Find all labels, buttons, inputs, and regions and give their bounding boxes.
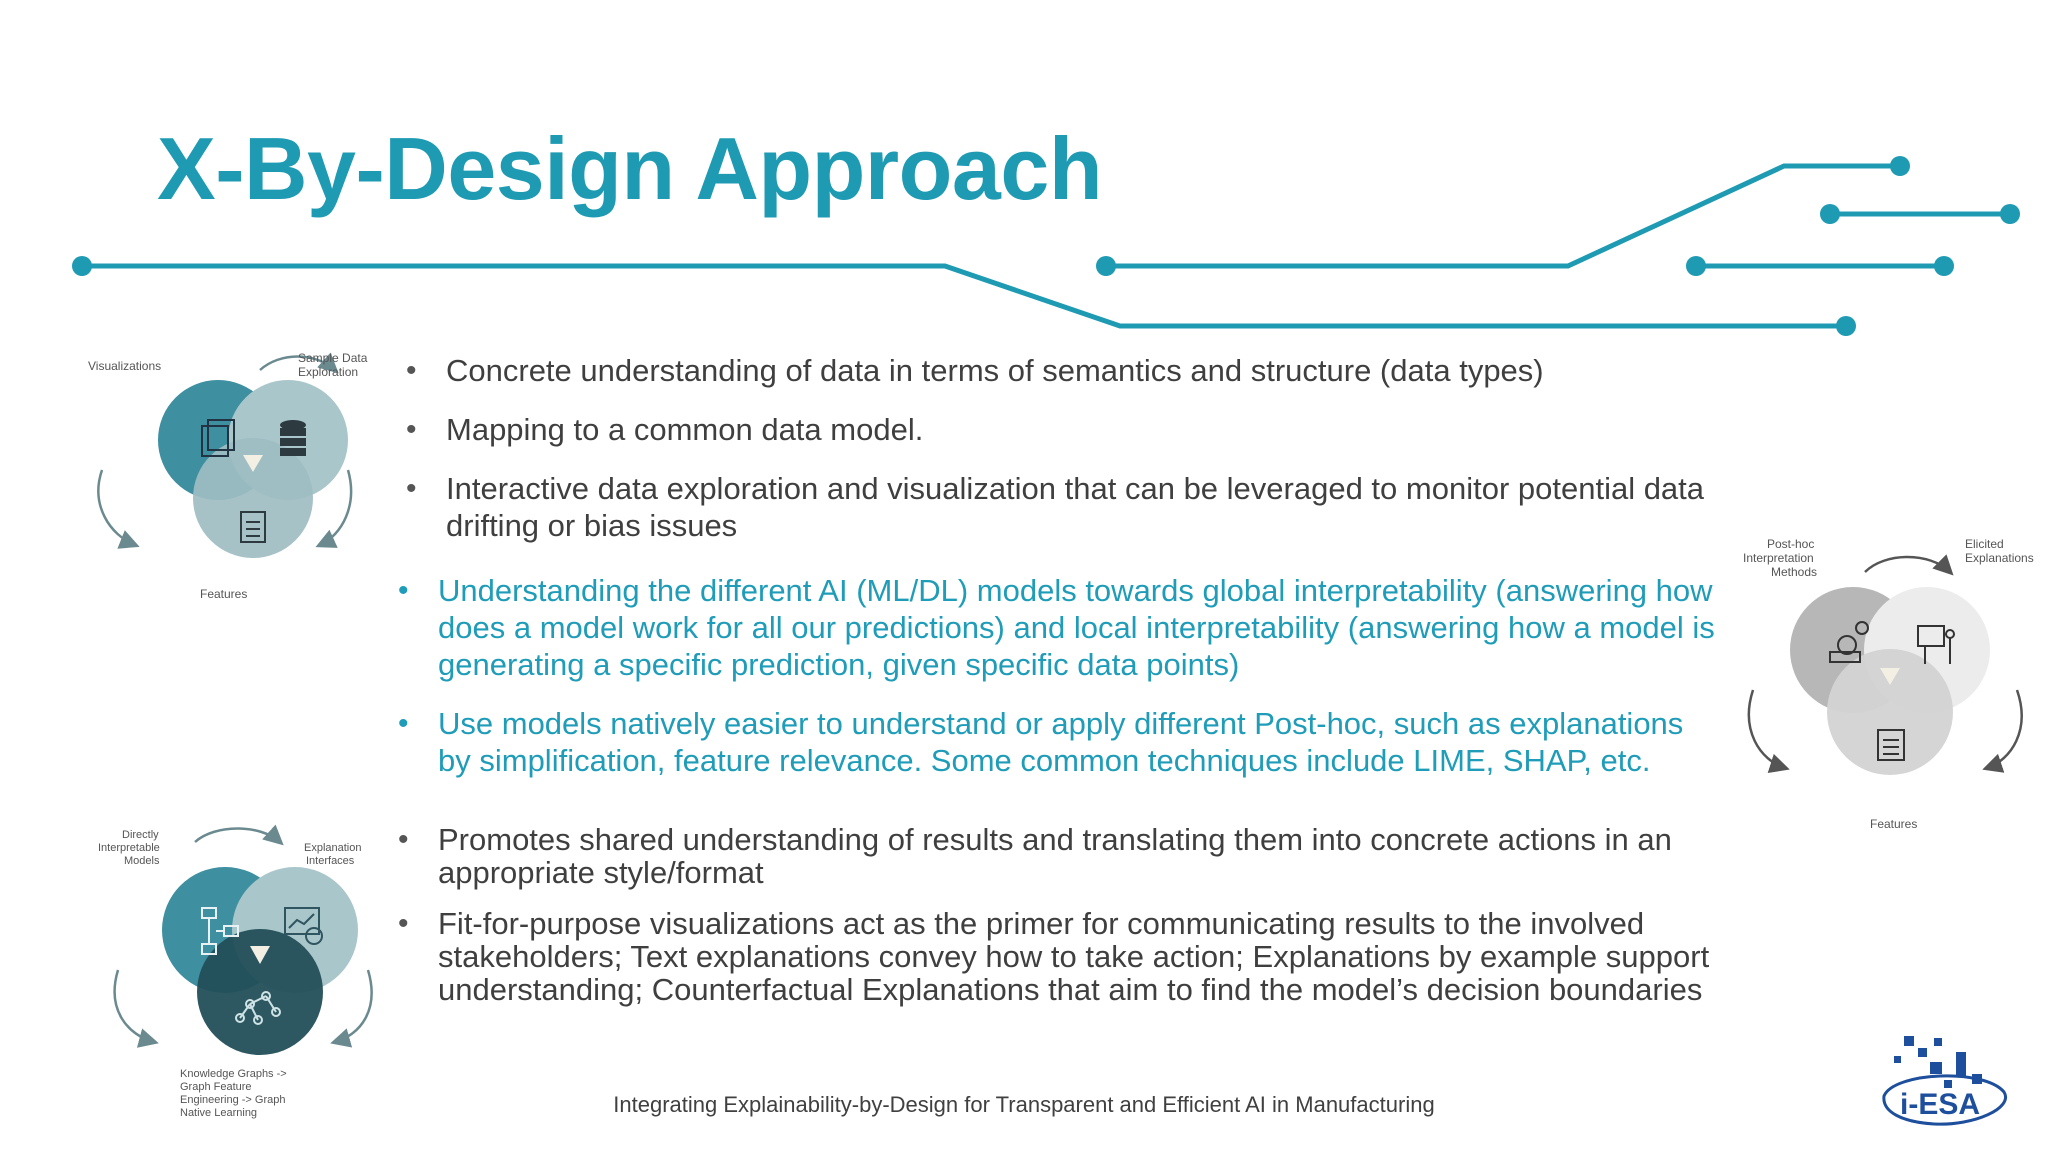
slide-footer: Integrating Explainability-by-Design for Transparent and Efficient AI in Manufacturing xyxy=(613,1092,1435,1117)
venn-label: Post-hoc xyxy=(1767,537,1815,551)
venn-label: Directly xyxy=(122,829,159,841)
venn-label: Elicited xyxy=(1965,537,2004,551)
venn-label: Interpretation xyxy=(1743,551,1814,565)
venn-label: Sample Data xyxy=(298,351,368,365)
data-bullets xyxy=(400,352,1730,566)
bullet-item: • Fit-for-purpose visualizations act as the primer for communicating results to the involved stakeholders; Text explanations convey how to take action; Explanations by example support understanding; Counterfactual Explanations that aim to find the model’s decision boundaries xyxy=(392,907,1722,1006)
bullet-item: • Use models natively easier to understand or apply different Post-hoc, such as explanations by simplification, feature relevance. Some common techniques include LIME, SHAP, etc. xyxy=(392,705,1722,779)
venn-label: Methods xyxy=(1771,565,1818,579)
logo-text: i-ESA xyxy=(1900,1088,1981,1121)
bullet-item: • Concrete understanding of data in terms of semantics and structure (data types) xyxy=(400,352,1730,389)
model-bullets xyxy=(392,572,1722,801)
venn-label: Features xyxy=(1870,817,1918,831)
iesa-logo xyxy=(1864,1034,2024,1146)
features-circle xyxy=(1827,649,1953,775)
model-venn-diagram xyxy=(1735,530,2035,840)
bullet-item: • Interactive data exploration and visualization that can be leveraged to monitor potential data drifting or bias issues xyxy=(400,470,1730,544)
venn-label: Graph Feature xyxy=(180,1081,252,1093)
venn-label: Visualizations xyxy=(88,359,162,373)
venn-label: Exploration xyxy=(298,365,359,379)
bullet-item: • Promotes shared understanding of results and translating them into concrete actions in an appropriate style/format xyxy=(392,823,1722,889)
venn-label: Models xyxy=(124,855,160,867)
venn-label: Interpretable xyxy=(98,842,160,854)
bullet-item: • Mapping to a common data model. xyxy=(400,411,1730,448)
venn-label: Knowledge Graphs -> xyxy=(180,1068,287,1080)
explanation-bullets xyxy=(392,823,1722,1024)
bullet-item: • Understanding the different AI (ML/DL) models towards global interpretability (answering how does a model work for all our predictions) and local interpretability (answering how a model is generating a specific prediction, given specific data points) xyxy=(392,572,1722,683)
venn-label: Interfaces xyxy=(306,855,355,867)
venn-label: Explanations xyxy=(1965,551,2034,565)
venn-label: Native Learning xyxy=(180,1107,258,1119)
venn-label: Features xyxy=(200,587,248,601)
venn-label: Engineering -> Graph xyxy=(180,1094,286,1106)
circuit-lines-decoration xyxy=(0,0,2048,340)
database-icon xyxy=(280,420,306,456)
explanation-venn-diagram xyxy=(90,820,390,1130)
slide-title: X-By-Design Approach xyxy=(157,119,1103,218)
venn-label: Explanation xyxy=(304,842,362,854)
data-venn-diagram xyxy=(80,330,380,610)
